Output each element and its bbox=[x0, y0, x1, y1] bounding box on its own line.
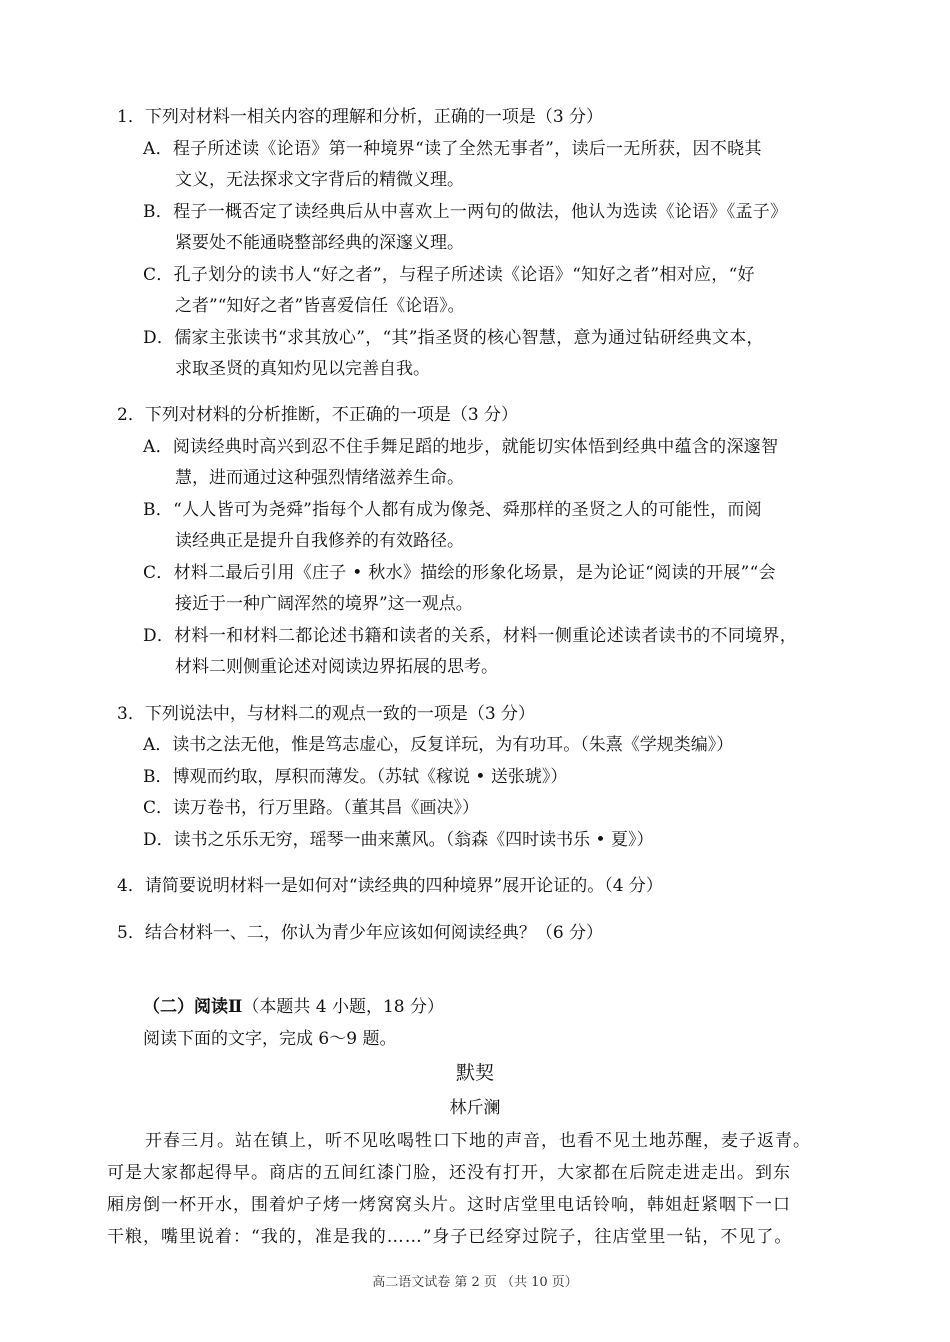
q1-option-b-line1: B．程子一概否定了读经典后从中喜欢上一两句的做法，他认为选读《论语》《孟子》 bbox=[143, 202, 788, 222]
q1-option-a-line1: A．程子所述读《论语》第一种境界“读了全然无事者”，读后一无所获，因不晓其 bbox=[143, 139, 762, 159]
q2-option-a-line2: 慧，进而通过这种强烈情绪滋养生命。 bbox=[175, 468, 464, 488]
q2-option-b-line2: 读经典正是提升自我修养的有效路径。 bbox=[175, 531, 464, 551]
q3-option-d: D．读书之乐乐无穷，瑶琴一曲来薰风。（翁森《四时读书乐 • 夏》） bbox=[143, 830, 654, 850]
story-paragraph-line: 开春三月。站在镇上，听不见吆喝牲口下地的声音，也看不见土地苏醒，麦子返青。 bbox=[145, 1131, 811, 1151]
q1-option-c-line2: 之者”“知好之者”皆喜爱信任《论语》。 bbox=[175, 296, 465, 316]
story-paragraph-line: 厢房倒一杯开水，围着炉子烤一烤窝窝头片。这时店堂里电话铃响，韩姐赶紧咽下一口 bbox=[107, 1195, 791, 1215]
section-heading bbox=[143, 996, 444, 1018]
story-paragraph-line: 可是大家都起得早。商店的五间红漆门脸，还没有打开，大家都在后院走进走出。到东 bbox=[107, 1163, 791, 1183]
q3-option-c: C．读万卷书，行万里路。（董其昌《画决》） bbox=[143, 798, 480, 818]
q5-stem: 5．结合材料一、二，你认为青少年应该如何阅读经典？（6 分） bbox=[117, 923, 604, 943]
story-paragraph-line: 干粮，嘴里说着：“我的，准是我的……”身子已经穿过院子，往店堂里一钻，不见了。 bbox=[107, 1227, 793, 1247]
q1-option-b-line2: 紧要处不能通晓整部经典的深邃义理。 bbox=[175, 233, 464, 253]
q1-option-c-line1: C．孔子划分的读书人“好之者”，与程子所述读《论语》“知好之者”相对应，“好 bbox=[143, 265, 755, 285]
section-heading-label: （二）阅读Ⅱ bbox=[143, 997, 243, 1017]
q2-option-c-line1: C．材料二最后引用《庄子 • 秋水》描绘的形象化场景，是为论证“阅读的开展”“会 bbox=[143, 563, 776, 583]
q2-option-b-line1: B．“人人皆可为尧舜”指每个人都有成为像尧、舜那样的圣贤之人的可能性，而阅 bbox=[143, 500, 762, 520]
page-footer: 高二语文试卷 第 2 页 （共 10 页） bbox=[372, 1275, 578, 1290]
q2-option-d-line1: D．材料一和材料二都论述书籍和读者的关系，材料一侧重论述读者读书的不同境界， bbox=[143, 626, 798, 646]
story-title: 默契 bbox=[455, 1062, 494, 1084]
q3-option-b: B．博观而约取，厚积而薄发。（苏轼《稼说 • 送张琥》） bbox=[143, 767, 568, 787]
q2-stem: 2．下列对材料的分析推断，不正确的一项是（3 分） bbox=[117, 405, 519, 425]
q2-option-a-line1: A．阅读经典时高兴到忍不住手舞足蹈的地步，就能切实体悟到经典中蕴含的深邃智 bbox=[143, 437, 779, 457]
q1-option-d-line1: D．儒家主张读书“求其放心”，“其”指圣贤的核心智慧，意为通过钻研经典文本， bbox=[143, 328, 764, 348]
q2-option-c-line2: 接近于一种广阔浑然的境界”这一观点。 bbox=[175, 594, 473, 614]
q1-option-d-line2: 求取圣贤的真知灼见以完善自我。 bbox=[175, 359, 430, 379]
q4-stem: 4．请简要说明材料一是如何对“读经典的四种境界”展开论证的。（4 分） bbox=[117, 876, 663, 896]
q1-stem: 1．下列对材料一相关内容的理解和分析，正确的一项是（3 分） bbox=[117, 107, 604, 127]
section-heading-info: （本题共 4 小题，18 分） bbox=[242, 997, 444, 1017]
q2-option-d-line2: 材料二则侧重论述对阅读边界拓展的思考。 bbox=[175, 657, 498, 677]
q3-option-a: A．读书之法无他，惟是笃志虚心，反复详玩，为有功耳。（朱熹《学规类编》） bbox=[143, 735, 734, 755]
section-instruction: 阅读下面的文字，完成 6～9 题。 bbox=[143, 1029, 397, 1049]
story-author: 林斤澜 bbox=[449, 1098, 501, 1118]
q1-option-a-line2: 文义，无法探求文字背后的精微义理。 bbox=[175, 170, 464, 190]
q3-stem: 3．下列说法中，与材料二的观点一致的一项是（3 分） bbox=[117, 704, 536, 724]
